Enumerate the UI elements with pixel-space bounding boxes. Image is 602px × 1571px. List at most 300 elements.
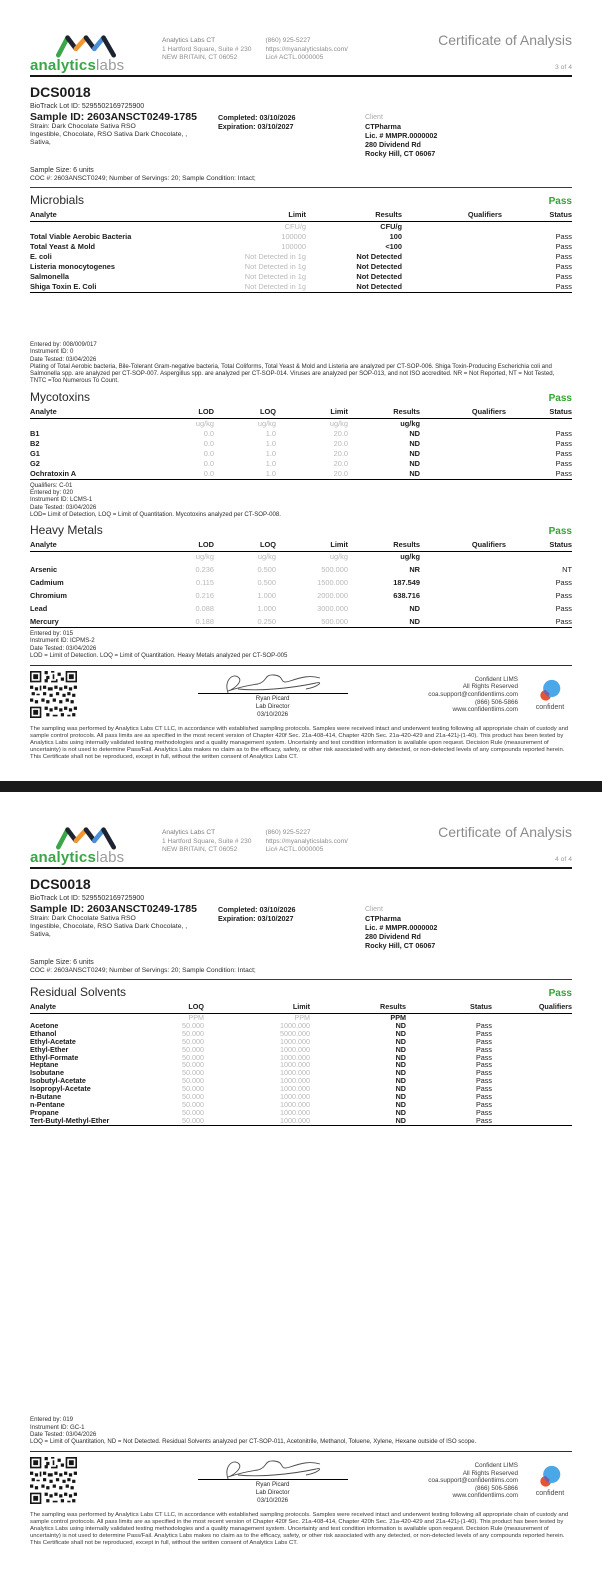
unit-cell: ug/kg bbox=[195, 552, 214, 562]
table-cell: 100000 bbox=[281, 242, 306, 251]
expiration-date: Expiration: 03/10/2027 bbox=[218, 914, 294, 923]
table-cell bbox=[420, 562, 506, 575]
heavy-metals-footnotes bbox=[30, 630, 572, 659]
lims-website: www.confidentlims.com bbox=[452, 706, 518, 714]
table-cell: Not Detected bbox=[356, 262, 402, 271]
unit-cell bbox=[492, 1014, 572, 1022]
table-cell: 100 bbox=[389, 232, 402, 241]
table-cell: ND bbox=[395, 1068, 406, 1078]
table-row bbox=[30, 252, 572, 262]
table-cell bbox=[420, 588, 506, 601]
confident-brand-name: confident bbox=[535, 703, 565, 711]
brand-wordmark bbox=[30, 850, 124, 865]
table-cell: Ethyl-Formate bbox=[30, 1052, 79, 1062]
table-cell bbox=[420, 429, 506, 439]
table-cell: Not Detected bbox=[356, 252, 402, 261]
brand-labs: labs bbox=[96, 57, 125, 74]
sample-id: Sample ID: 2603ANSCT0249-1785 bbox=[30, 111, 197, 123]
table-cell: Arsenic bbox=[30, 564, 58, 574]
table-row bbox=[30, 232, 572, 242]
table-cell: ND bbox=[409, 458, 420, 468]
table-cell: E. coli bbox=[30, 252, 52, 261]
lab-address-block bbox=[162, 829, 251, 855]
table-cell bbox=[420, 575, 506, 588]
document-title: Certificate of Analysis bbox=[438, 824, 572, 840]
table-cell: n-Butane bbox=[30, 1092, 62, 1102]
footer bbox=[30, 1457, 572, 1504]
table-cell: Pass bbox=[555, 282, 572, 291]
table-cell: 0.0 bbox=[203, 468, 214, 478]
coc-line: COC #: 2603ANSCT0249; Number of Servings: 20; Sample Condition: Intact; bbox=[30, 175, 256, 182]
table-cell: ND bbox=[395, 1052, 406, 1062]
table-cell: 500.000 bbox=[321, 616, 348, 626]
sample-matrix-line2: Sativa, bbox=[30, 930, 51, 938]
table-cell: Isobutane bbox=[30, 1068, 64, 1078]
table-cell: 1000.000 bbox=[280, 1076, 310, 1086]
sample-strain: Strain: Dark Chocolate Sativa RSO bbox=[30, 123, 136, 130]
table-cell: Pass bbox=[555, 616, 572, 626]
footnote-line: LOQ = Limit of Quantitation, ND = Not Detected. Residual Solvents analyzed per CT-SOP-011, Acetonitrile, Methanol, Toluene, Xylene, Hexane outside of ISO scope. bbox=[30, 1438, 477, 1446]
footnote-line: Entered by: 020 bbox=[30, 489, 74, 497]
table-row bbox=[30, 575, 572, 588]
coa-page-4 bbox=[0, 792, 602, 1571]
footnote-line: Date Tested: 03/04/2026 bbox=[30, 503, 97, 511]
table-row bbox=[30, 262, 572, 272]
table-cell bbox=[492, 1077, 572, 1085]
table-cell bbox=[420, 601, 506, 614]
unit-cell: ug/kg bbox=[329, 552, 348, 562]
unit-cell: PPM bbox=[390, 1013, 406, 1022]
lab-website: https://myanalyticslabs.com/ bbox=[265, 45, 348, 53]
table-header-row bbox=[30, 1002, 572, 1014]
completed-date: Completed: 03/10/2026 bbox=[218, 113, 296, 122]
column-header: Results bbox=[306, 210, 402, 222]
page-bottom bbox=[30, 628, 572, 761]
table-cell: Total Viable Aerobic Bacteria bbox=[30, 232, 132, 241]
mycotoxins-footnotes bbox=[30, 482, 572, 518]
table-cell: Ochratoxin A bbox=[30, 468, 77, 478]
table-cell: 1.0 bbox=[265, 468, 276, 478]
table-cell: 0.0 bbox=[203, 458, 214, 468]
column-header: Qualifiers bbox=[420, 407, 506, 419]
header-right bbox=[438, 825, 572, 863]
column-header: Limit bbox=[276, 407, 348, 419]
column-header: Status bbox=[506, 540, 572, 552]
table-cell: Ethanol bbox=[30, 1028, 57, 1038]
table-cell bbox=[492, 1085, 572, 1093]
table-cell: NR bbox=[409, 564, 420, 574]
unit-cell: PPM bbox=[294, 1013, 310, 1022]
footnote-line: Instrument ID: 0 bbox=[30, 348, 74, 356]
biotrack-lot-id: BioTrack Lot ID: 5295502169725900 bbox=[30, 103, 145, 110]
unit-cell: CFU/g bbox=[284, 222, 306, 231]
signer-title: Lab Director bbox=[255, 1489, 290, 1497]
brand-wordmark bbox=[30, 58, 124, 73]
table-cell bbox=[402, 272, 502, 282]
table-cell: Pass bbox=[555, 438, 572, 448]
table-cell: Cadmium bbox=[30, 577, 64, 587]
lab-address-line1: 1 Hartford Square, Suite # 230 bbox=[162, 45, 252, 53]
page-header bbox=[30, 0, 572, 77]
footnote-line: Date Tested: 03/04/2026 bbox=[30, 355, 97, 363]
lims-phone: (866) 506-5866 bbox=[474, 698, 518, 706]
table-cell bbox=[402, 232, 502, 242]
sample-matrix-line2: Sativa, bbox=[30, 138, 51, 146]
sample-strain: Strain: Dark Chocolate Sativa RSO bbox=[30, 915, 136, 922]
table-cell: ND bbox=[395, 1028, 406, 1038]
column-header: Analyte bbox=[30, 540, 152, 552]
table-cell: Not Detected in 1g bbox=[244, 272, 306, 281]
unit-cell bbox=[30, 552, 152, 563]
table-row bbox=[30, 242, 572, 252]
confident-brand-name: confident bbox=[535, 1489, 565, 1497]
table-row bbox=[30, 1117, 572, 1125]
table-cell: ND bbox=[409, 448, 420, 458]
sign-date: 03/10/2026 bbox=[257, 711, 289, 719]
expiration-date: Expiration: 03/10/2027 bbox=[218, 122, 294, 131]
client-license: Lic. # MMPR.0000002 bbox=[365, 131, 438, 140]
footnote-line: Date Tested: 03/04/2026 bbox=[30, 1430, 97, 1438]
table-cell: Acetone bbox=[30, 1020, 59, 1030]
signature-line bbox=[198, 1479, 348, 1480]
sample-left-col bbox=[30, 903, 197, 950]
table-cell: 1000.000 bbox=[280, 1060, 310, 1070]
section-divider bbox=[30, 187, 572, 188]
table-cell bbox=[492, 1054, 572, 1062]
column-header: Limit bbox=[276, 540, 348, 552]
unit-cell: ug/kg bbox=[257, 418, 276, 428]
disclaimer-text: The sampling was performed by Analytics Labs CT LLC, in accordance with established sampling protocols. Samples were received intact and underwent testing following all appropriate chain of custody and sample control protocols. All pass limits are as specified in the most recent version of Chapter 420f Sec. 21a-408-414, Chapter 420h Sec. 21a-420-429 and 21a-421j-(1-40). This product has been tested by Analytics Labs using internally validated testing methodologies and a quality management system. Uncertainty and test condition information is available upon request. Decision Rule (measurement of uncertainty) is not used to determine Pass/Fail. Analytics Labs makes no claim as to the efficacy, safety, or other risk associated with any detected, or non-detected levels of any compounds reported herein. This Certificate shall not be reproduced, except in full, without the written consent of Analytics Labs CT. bbox=[30, 1512, 569, 1547]
table-cell: Chromium bbox=[30, 590, 67, 600]
unit-cell: CFU/g bbox=[380, 222, 402, 231]
table-cell: Ethyl-Ether bbox=[30, 1044, 69, 1054]
brand-analytics: analytics bbox=[30, 57, 97, 74]
lab-info bbox=[162, 37, 348, 63]
table-cell: Pass bbox=[555, 262, 572, 271]
client-address2: Rocky Hill, CT 06067 bbox=[365, 149, 436, 158]
confident-logo bbox=[528, 679, 572, 711]
footnote-line: Date Tested: 03/04/2026 bbox=[30, 644, 97, 652]
units-row bbox=[30, 418, 572, 429]
table-cell: Pass bbox=[476, 1020, 492, 1030]
table-cell: 1.0 bbox=[265, 458, 276, 468]
table-cell: Pass bbox=[476, 1068, 492, 1078]
table-cell: Total Yeast & Mold bbox=[30, 242, 96, 251]
heavy-metals-section-header bbox=[30, 523, 572, 537]
zigzag-logo-icon bbox=[54, 34, 118, 58]
qr-code bbox=[30, 1457, 77, 1504]
section-divider bbox=[30, 979, 572, 980]
lims-rights: All Rights Reserved bbox=[462, 1469, 518, 1477]
table-cell: 20.0 bbox=[333, 448, 348, 458]
sample-info-grid bbox=[30, 903, 572, 950]
table-cell: 50.000 bbox=[182, 1028, 204, 1038]
client-name: CTPharma bbox=[365, 122, 401, 131]
unit-cell: ug/kg bbox=[257, 552, 276, 562]
unit-cell bbox=[420, 552, 506, 563]
table-cell: Not Detected in 1g bbox=[244, 282, 306, 291]
table-cell: 50.000 bbox=[182, 1084, 204, 1094]
client-address1: 280 Dividend Rd bbox=[365, 140, 421, 149]
unit-cell bbox=[506, 552, 572, 563]
footer-divider bbox=[30, 1451, 572, 1452]
table-cell: ND bbox=[395, 1107, 406, 1117]
lab-address-line2: NEW BRITAIN, CT 06052 bbox=[162, 846, 238, 854]
column-header: Status bbox=[502, 210, 572, 222]
lab-logo bbox=[30, 826, 148, 865]
table-cell: 1000.000 bbox=[280, 1036, 310, 1046]
table-cell: Pass bbox=[476, 1052, 492, 1062]
sample-size: Sample Size: 6 units bbox=[30, 959, 94, 966]
mycotoxins-section-header bbox=[30, 390, 572, 404]
table-cell: Not Detected bbox=[356, 272, 402, 281]
table-cell bbox=[420, 469, 506, 480]
table-cell: Pass bbox=[476, 1028, 492, 1038]
footnote-line: Instrument ID: LCMS-1 bbox=[30, 496, 93, 504]
footnote-line: Instrument ID: GC-1 bbox=[30, 1423, 85, 1431]
table-cell: B1 bbox=[30, 428, 40, 438]
table-cell: Lead bbox=[30, 603, 48, 613]
table-cell: Pass bbox=[555, 468, 572, 478]
table-cell: Pass bbox=[555, 577, 572, 587]
table-cell: Tert-Butyl-Methyl-Ether bbox=[30, 1115, 110, 1125]
table-cell: 20.0 bbox=[333, 458, 348, 468]
qr-code bbox=[30, 671, 77, 718]
lims-phone: (866) 506-5866 bbox=[474, 1484, 518, 1492]
coc-line: COC #: 2603ANSCT0249; Number of Servings: 20; Sample Condition: Intact; bbox=[30, 967, 256, 974]
footnote-line: Entered by: 015 bbox=[30, 630, 74, 638]
unit-cell bbox=[402, 222, 502, 233]
table-cell: 1.0 bbox=[265, 448, 276, 458]
table-cell bbox=[402, 282, 502, 293]
table-cell: 50.000 bbox=[182, 1068, 204, 1078]
disclaimer-text: The sampling was performed by Analytics Labs CT LLC, in accordance with established sampling protocols. Samples were received intact and underwent testing following all appropriate chain of custody and sample control protocols. All pass limits are as specified in the most recent version of Chapter 420f Sec. 21a-408-414, Chapter 420h Sec. 21a-420-429 and 21a-421j-(1-40). This product has been tested by Analytics Labs using internally validated testing methodologies and a quality management system. Uncertainty and test condition information is available upon request. Decision Rule (measurement of uncertainty) is not used to determine Pass/Fail. Analytics Labs makes no claim as to the efficacy, safety, or other risk associated with any detected, or non-detected levels of any compounds reported herein. This Certificate shall not be reproduced, except in full, without the written consent of Analytics Labs CT. bbox=[30, 726, 569, 760]
microbials-section-header bbox=[30, 193, 572, 207]
unit-cell bbox=[30, 418, 152, 429]
column-header: LOQ bbox=[214, 540, 276, 552]
residual-solvents-section-header bbox=[30, 985, 572, 999]
table-cell: Pass bbox=[555, 603, 572, 613]
signature-block bbox=[117, 671, 428, 718]
table-cell bbox=[420, 614, 506, 627]
microbials-status-badge: Pass bbox=[548, 196, 572, 207]
table-cell: 0.216 bbox=[195, 590, 214, 600]
sample-id: Sample ID: 2603ANSCT0249-1785 bbox=[30, 903, 197, 915]
table-cell: 1000.000 bbox=[280, 1115, 310, 1125]
coa-page-3 bbox=[0, 0, 602, 781]
lab-contact-block bbox=[265, 829, 347, 855]
table-cell: 50.000 bbox=[182, 1044, 204, 1054]
table-row bbox=[30, 601, 572, 614]
table-cell: Pass bbox=[476, 1115, 492, 1125]
table-cell: ND bbox=[409, 438, 420, 448]
table-cell: 50.000 bbox=[182, 1076, 204, 1086]
signer-name: Ryan Picard bbox=[255, 695, 290, 703]
lab-website: https://myanalyticslabs.com/ bbox=[265, 837, 348, 845]
confident-logo bbox=[528, 1465, 572, 1497]
units-row bbox=[30, 222, 572, 233]
table-row bbox=[30, 588, 572, 601]
table-header-row bbox=[30, 407, 572, 419]
table-cell: 50.000 bbox=[182, 1092, 204, 1102]
client-block bbox=[365, 111, 437, 158]
table-cell bbox=[492, 1046, 572, 1054]
table-cell: ND bbox=[409, 616, 420, 626]
table-cell: 1500.000 bbox=[317, 577, 348, 587]
table-cell: Pass bbox=[555, 448, 572, 458]
table-cell: Isobutyl-Acetate bbox=[30, 1076, 86, 1086]
table-cell: ND bbox=[395, 1060, 406, 1070]
lims-name: Confident LIMS bbox=[474, 675, 518, 683]
sample-matrix-line1: Ingestible, Chocolate, RSO Sativa Dark Chocolate, , bbox=[30, 922, 188, 930]
table-cell bbox=[492, 1117, 572, 1125]
table-cell: Pass bbox=[476, 1076, 492, 1086]
mycotoxins-status-badge: Pass bbox=[548, 392, 572, 404]
table-cell bbox=[420, 439, 506, 449]
table-row bbox=[30, 614, 572, 627]
table-cell: Not Detected in 1g bbox=[244, 252, 306, 261]
table-cell: Pass bbox=[555, 590, 572, 600]
table-cell: ND bbox=[409, 603, 420, 613]
table-cell: Isopropyl-Acetate bbox=[30, 1084, 91, 1094]
table-cell: 20.0 bbox=[333, 468, 348, 478]
column-header: Qualifiers bbox=[492, 1002, 572, 1014]
lab-license: Lic# ACTL.0000005 bbox=[265, 54, 324, 62]
table-cell: Pass bbox=[476, 1092, 492, 1102]
microbials-title: Microbials bbox=[30, 193, 85, 207]
column-header: LOD bbox=[152, 407, 214, 419]
residual-solvents-status-badge: Pass bbox=[548, 988, 572, 999]
signature-block bbox=[117, 1457, 428, 1504]
column-header: LOQ bbox=[214, 407, 276, 419]
heavy-metals-status-badge: Pass bbox=[548, 526, 572, 538]
table-cell: 5000.000 bbox=[280, 1028, 310, 1038]
table-cell: Pass bbox=[476, 1099, 492, 1109]
unit-cell: ug/kg bbox=[400, 418, 420, 428]
table-cell: G1 bbox=[30, 448, 40, 458]
table-cell: Pass bbox=[555, 232, 572, 241]
footer bbox=[30, 671, 572, 718]
table-cell bbox=[402, 262, 502, 272]
page-number: 4 of 4 bbox=[554, 856, 572, 863]
table-cell: 2000.000 bbox=[317, 590, 348, 600]
table-cell: 0.115 bbox=[196, 577, 214, 587]
table-cell: 0.088 bbox=[195, 603, 214, 613]
client-license: Lic. # MMPR.0000002 bbox=[365, 923, 438, 932]
sample-size: Sample Size: 6 units bbox=[30, 167, 94, 174]
table-cell: 50.000 bbox=[182, 1020, 204, 1030]
table-cell: ND bbox=[395, 1076, 406, 1086]
column-header: Results bbox=[348, 540, 420, 552]
lab-phone: (860) 925-5227 bbox=[265, 829, 311, 837]
lims-rights: All Rights Reserved bbox=[462, 683, 518, 691]
table-cell: 20.0 bbox=[333, 438, 348, 448]
brand-labs: labs bbox=[96, 849, 125, 866]
table-header-row bbox=[30, 540, 572, 552]
footer-divider bbox=[30, 665, 572, 666]
residual-solvents-footnotes bbox=[30, 1416, 572, 1445]
lab-name: Analytics Labs CT bbox=[162, 37, 216, 45]
table-cell: ND bbox=[409, 468, 420, 478]
column-header: LOQ bbox=[112, 1002, 204, 1014]
signature-line bbox=[198, 693, 348, 694]
table-cell: 0.188 bbox=[195, 616, 214, 626]
unit-cell: ug/kg bbox=[329, 418, 348, 428]
table-cell: Pass bbox=[476, 1060, 492, 1070]
table-cell: 1000.000 bbox=[280, 1099, 310, 1109]
table-cell: Shiga Toxin E. Coli bbox=[30, 282, 97, 291]
table-cell: Not Detected in 1g bbox=[244, 262, 306, 271]
footnote-line: Entered by: 008/009/017 bbox=[30, 341, 97, 348]
table-cell: 187.549 bbox=[393, 577, 420, 587]
table-cell: 1000.000 bbox=[280, 1092, 310, 1102]
table-cell: NT bbox=[562, 564, 572, 574]
column-header: Analyte bbox=[30, 210, 158, 222]
lab-contact-block bbox=[265, 37, 347, 63]
client-address2: Rocky Hill, CT 06067 bbox=[365, 941, 436, 950]
column-header: Results bbox=[348, 407, 420, 419]
sample-name: DCS0018 bbox=[30, 84, 91, 100]
sample-dates-col bbox=[190, 111, 335, 158]
table-row bbox=[30, 459, 572, 469]
table-cell: ND bbox=[395, 1115, 406, 1125]
table-row bbox=[30, 429, 572, 439]
lab-logo bbox=[30, 34, 148, 73]
table-cell: 0.0 bbox=[203, 448, 214, 458]
brand-analytics: analytics bbox=[30, 849, 97, 866]
table-cell: 50.000 bbox=[182, 1115, 204, 1125]
unit-cell: ug/kg bbox=[195, 418, 214, 428]
lab-address-block bbox=[162, 37, 251, 63]
table-cell: 1000.000 bbox=[280, 1052, 310, 1062]
table-cell: 50.000 bbox=[182, 1036, 204, 1046]
lims-email: coa.support@confidentlims.com bbox=[428, 691, 518, 699]
table-cell: n-Pentane bbox=[30, 1099, 65, 1109]
table-cell: Salmonella bbox=[30, 272, 70, 281]
mycotoxins-title: Mycotoxins bbox=[30, 389, 91, 404]
sample-name: DCS0018 bbox=[30, 876, 91, 892]
table-cell bbox=[420, 459, 506, 469]
header-right bbox=[438, 33, 572, 71]
sample-info-grid bbox=[30, 111, 572, 158]
lims-email: coa.support@confidentlims.com bbox=[428, 1477, 518, 1485]
table-cell: 1.000 bbox=[257, 590, 276, 600]
residual-solvents-title: Residual Solvents bbox=[30, 985, 127, 999]
client-name: CTPharma bbox=[365, 914, 401, 923]
table-cell: Pass bbox=[476, 1044, 492, 1054]
column-header: Qualifiers bbox=[420, 540, 506, 552]
table-row bbox=[30, 469, 572, 480]
lims-info bbox=[428, 1462, 518, 1500]
table-cell bbox=[492, 1101, 572, 1109]
page-break-bar bbox=[0, 781, 602, 792]
signer-name: Ryan Picard bbox=[255, 1481, 290, 1489]
column-header: Status bbox=[406, 1002, 492, 1014]
client-label: Client bbox=[365, 114, 383, 121]
table-cell: 500.000 bbox=[321, 564, 348, 574]
footnote-line: LOD = Limit of Detection. LOQ = Limit of Quantitation. Heavy Metals analyzed per CT-SOP-005 bbox=[30, 652, 288, 660]
table-cell: 3000.000 bbox=[317, 603, 348, 613]
unit-cell: PPM bbox=[188, 1013, 204, 1022]
unit-cell bbox=[420, 418, 506, 429]
table-cell bbox=[492, 1069, 572, 1077]
table-cell: Mercury bbox=[30, 616, 59, 626]
microbials-table bbox=[30, 210, 572, 293]
table-cell: Ethyl-Acetate bbox=[30, 1036, 76, 1046]
table-row bbox=[30, 282, 572, 293]
heavy-metals-title: Heavy Metals bbox=[30, 523, 103, 538]
table-cell: 1.0 bbox=[265, 438, 276, 448]
